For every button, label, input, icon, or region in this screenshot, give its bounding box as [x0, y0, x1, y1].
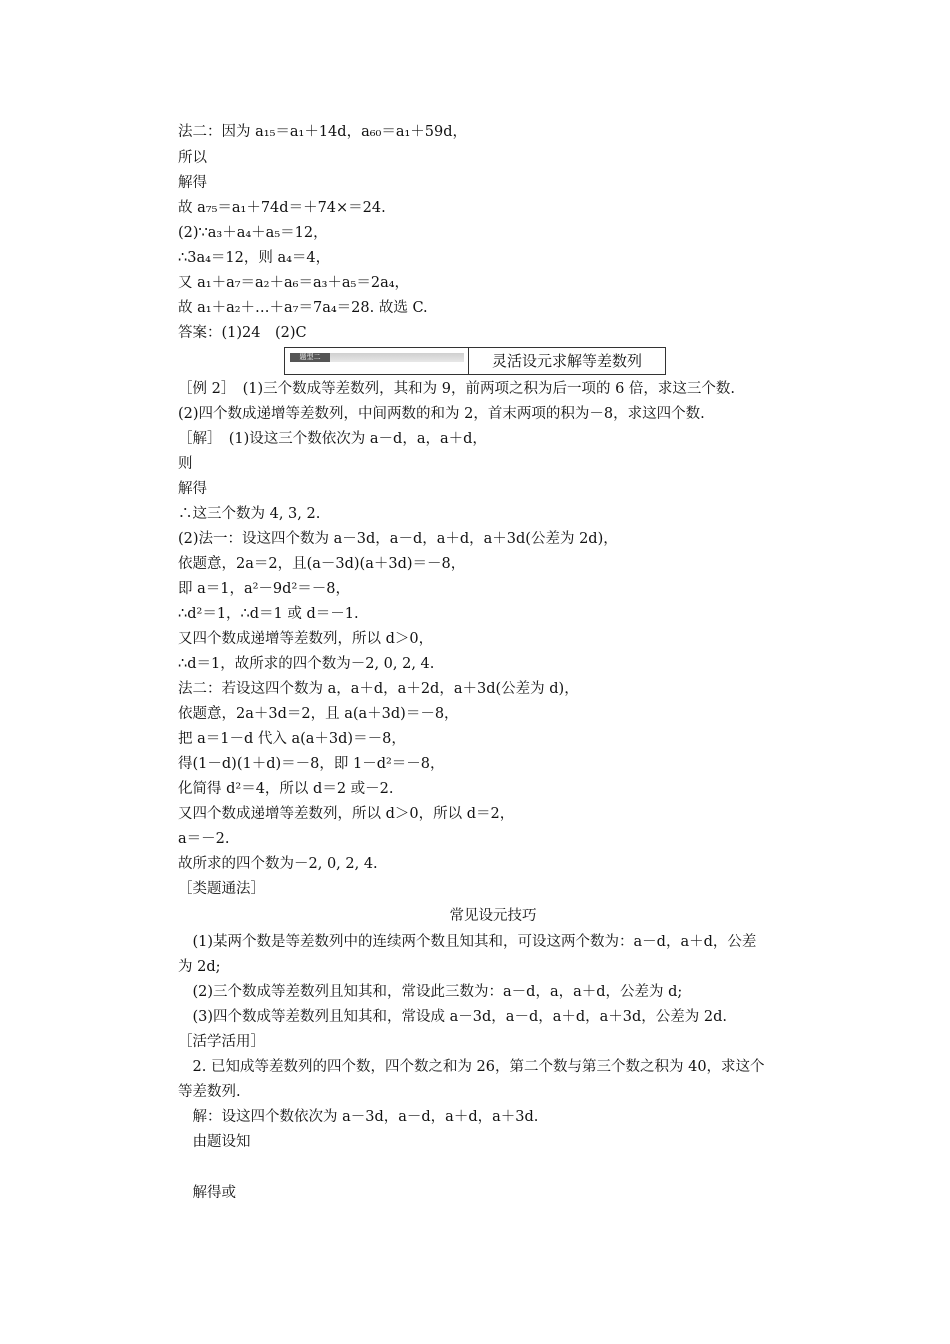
text-line: 又四个数成递增等差数列，所以 d＞0，所以 d＝2， — [178, 806, 515, 822]
text-line: 所以 — [178, 150, 207, 166]
text-line: 答案：(1)24 (2)C — [178, 325, 307, 341]
text-line: 解得 — [178, 175, 207, 191]
text-line: 依题意，2a＋3d＝2，且 a(a＋3d)＝－8， — [178, 706, 459, 722]
text-line: 法二：若设这四个数为 a，a＋d，a＋2d，a＋3d(公差为 d)， — [178, 681, 579, 697]
text-line: 依题意，2a＝2，且(a－3d)(a＋3d)＝－8， — [178, 556, 466, 572]
text-line: ∴3a₄＝12，则 a₄＝4， — [178, 250, 331, 266]
text-line: (1)某两个数是等差数列中的连续两个数且知其和，可设这两个数为：a－d，a＋d，公差 — [178, 934, 757, 950]
text-line: ［例 2］ (1)三个数成等差数列，其和为 9，前两项之积为后一项的 6 倍，求这三个数. — [178, 381, 736, 397]
text-line: a＝－2. — [178, 831, 230, 847]
text-line: 法二：因为 a₁₅＝a₁＋14d，a₆₀＝a₁＋59d， — [178, 124, 468, 140]
text-line: 故 a₁＋a₂＋…＋a₇＝7a₄＝28. 故选 C. — [178, 300, 428, 316]
text-line: 得(1－d)(1＋d)＝－8，即 1－d²＝－8， — [178, 756, 445, 772]
text-line: 等差数列. — [178, 1084, 241, 1100]
section-banner — [284, 347, 666, 375]
banner-tag-label: 题型二 — [290, 353, 330, 362]
banner-tag — [285, 348, 469, 374]
text-line: 把 a＝1－d 代入 a(a＋3d)＝－8， — [178, 731, 406, 747]
text-line: ∴d＝1，故所求的四个数为－2, 0, 2, 4. — [178, 656, 435, 672]
tips-heading: 常见设元技巧 — [449, 908, 537, 924]
text-line: ［活学活用］ — [178, 1034, 265, 1050]
text-line: 故所求的四个数为－2, 0, 2, 4. — [178, 856, 378, 872]
text-line: (2)法一：设这四个数为 a－3d，a－d，a＋d，a＋3d(公差为 2d)， — [178, 531, 618, 547]
text-line: 为 2d; — [178, 959, 221, 975]
text-line: (3)四个数成等差数列且知其和，常设成 a－3d，a－d，a＋d，a＋3d，公差为 2d. — [178, 1009, 728, 1025]
banner-title: 灵活设元求解等差数列 — [491, 352, 642, 370]
text-line: (2)三个数成等差数列且知其和，常设此三数为：a－d，a，a＋d，公差为 d; — [178, 984, 683, 1000]
text-line: (2)∵a₃＋a₄＋a₅＝12， — [178, 225, 328, 241]
text-line: ∴这三个数为 4, 3, 2. — [178, 506, 321, 522]
text-line: ［解］ (1)设这三个数依次为 a－d，a，a＋d， — [178, 431, 487, 447]
text-line: 即 a＝1，a²－9d²＝－8， — [178, 581, 350, 597]
text-line: ［类题通法］ — [178, 881, 265, 897]
text-line: 解得 — [178, 481, 207, 497]
text-line: 2. 已知成等差数列的四个数，四个数之和为 26，第二个数与第三个数之积为 40，求这个 — [178, 1059, 765, 1075]
text-line: 化简得 d²＝4，所以 d＝2 或－2. — [178, 781, 394, 797]
text-line: 又 a₁＋a₇＝a₂＋a₆＝a₃＋a₅＝2a₄， — [178, 275, 410, 291]
banner-chip — [290, 353, 464, 362]
text-line: (2)四个数成递增等差数列，中间两数的和为 2，首末两项的积为－8，求这四个数. — [178, 406, 705, 422]
text-line: 解：设这四个数依次为 a－3d，a－d，a＋d，a＋3d. — [178, 1109, 539, 1125]
text-line: 又四个数成递增等差数列，所以 d＞0， — [178, 631, 434, 647]
text-line: ∴d²＝1，∴d＝1 或 d＝－1. — [178, 606, 359, 622]
text-line: 故 a₇₅＝a₁＋74d＝＋74×＝24. — [178, 200, 386, 216]
text-line: 解得或 — [178, 1185, 236, 1201]
text-line: 则 — [178, 456, 193, 472]
text-line: 由题设知 — [178, 1134, 251, 1150]
